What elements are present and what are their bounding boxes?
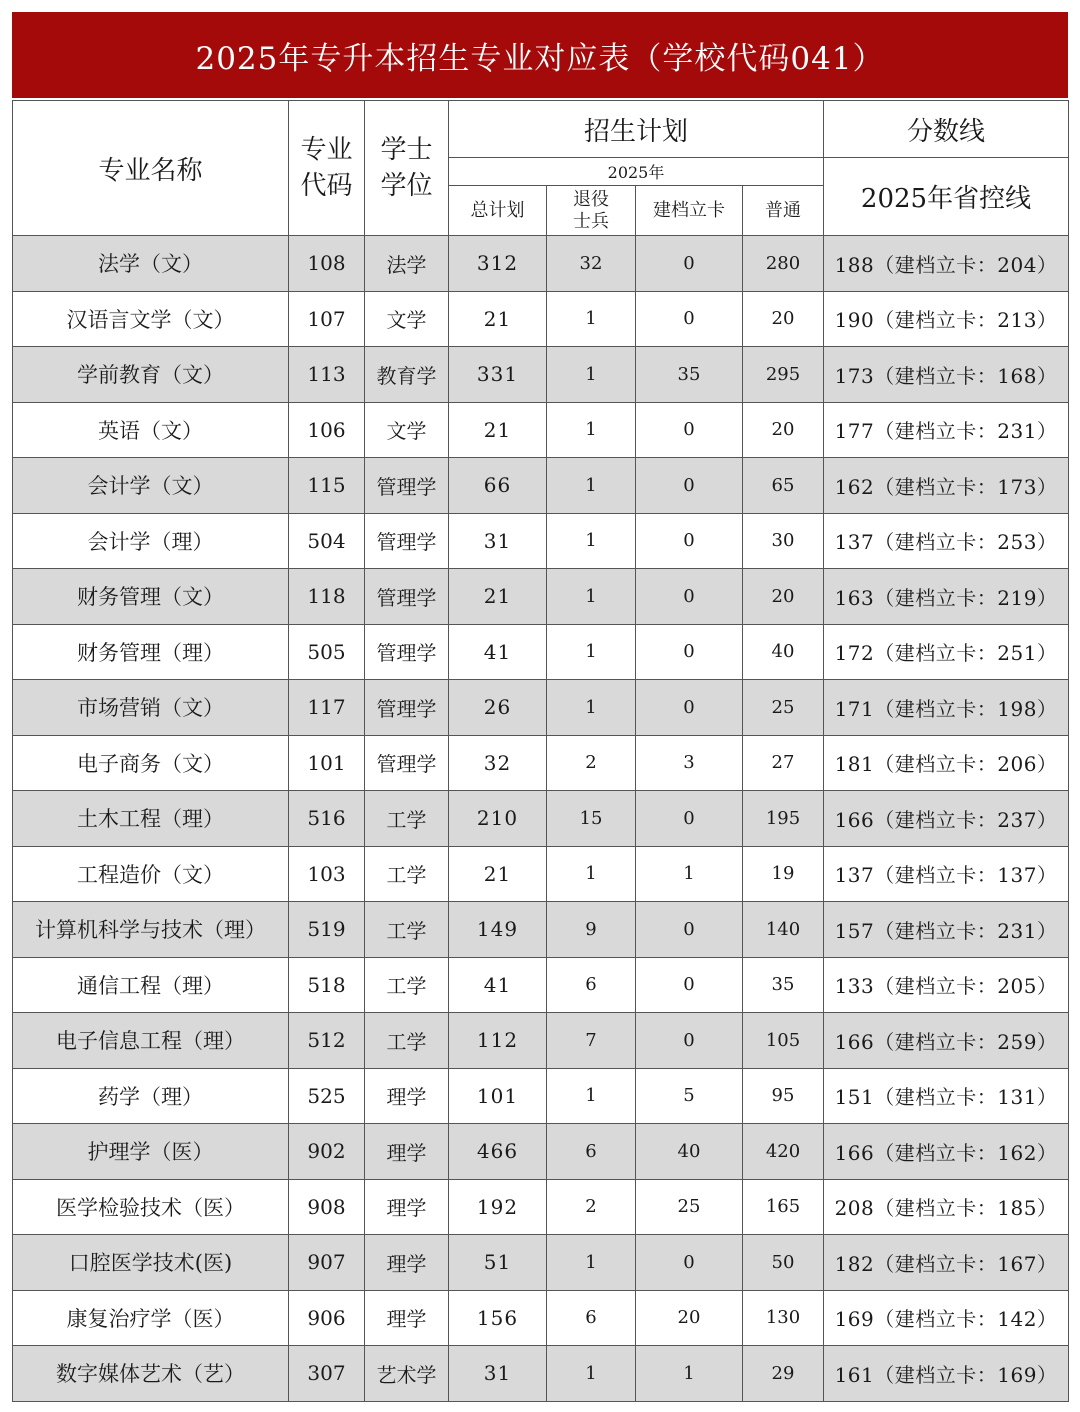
regular-cell: 50	[743, 1235, 824, 1291]
degree-cell: 管理学	[365, 569, 449, 625]
total-plan-cell: 156	[449, 1290, 547, 1346]
total-plan-cell: 101	[449, 1068, 547, 1124]
total-plan-cell: 331	[449, 347, 547, 403]
veteran-cell: 7	[547, 1013, 636, 1069]
table-row	[13, 1068, 1069, 1124]
major-code-cell: 908	[289, 1179, 365, 1235]
table-row	[13, 1235, 1069, 1291]
major-code-cell: 525	[289, 1068, 365, 1124]
degree-cell: 工学	[365, 791, 449, 847]
degree-cell: 文学	[365, 291, 449, 347]
major-name-cell: 财务管理（理）	[13, 624, 289, 680]
score-line-cell: 177（建档立卡：231）	[824, 402, 1069, 458]
table-row	[13, 680, 1069, 736]
major-name-cell: 护理学（医）	[13, 1124, 289, 1180]
table-row	[13, 1290, 1069, 1346]
major-code-cell: 115	[289, 458, 365, 514]
score-line-cell: 166（建档立卡：259）	[824, 1013, 1069, 1069]
regular-cell: 95	[743, 1068, 824, 1124]
veteran-cell: 2	[547, 1179, 636, 1235]
score-line-cell: 188（建档立卡：204）	[824, 236, 1069, 292]
score-line-cell: 182（建档立卡：167）	[824, 1235, 1069, 1291]
regular-cell: 195	[743, 791, 824, 847]
page-title: 2025年专升本招生专业对应表（学校代码041）	[12, 12, 1068, 98]
header-major-name: 专业名称	[13, 101, 289, 236]
degree-cell: 管理学	[365, 513, 449, 569]
veteran-cell: 1	[547, 1235, 636, 1291]
total-plan-cell: 21	[449, 846, 547, 902]
table-body	[13, 236, 1069, 1402]
regular-cell: 20	[743, 569, 824, 625]
degree-cell: 艺术学	[365, 1346, 449, 1402]
degree-cell: 管理学	[365, 458, 449, 514]
header-plan-year: 2025年	[449, 158, 824, 186]
header-degree	[365, 101, 449, 236]
poverty-cell: 40	[636, 1124, 743, 1180]
regular-cell: 29	[743, 1346, 824, 1402]
table-row	[13, 1013, 1069, 1069]
table-row	[13, 402, 1069, 458]
poverty-cell: 3	[636, 735, 743, 791]
major-name-cell: 市场营销（文）	[13, 680, 289, 736]
veteran-cell: 1	[547, 1068, 636, 1124]
major-code-cell: 101	[289, 735, 365, 791]
poverty-cell: 0	[636, 680, 743, 736]
header-major-code	[289, 101, 365, 236]
major-name-cell: 康复治疗学（医）	[13, 1290, 289, 1346]
degree-cell: 工学	[365, 957, 449, 1013]
major-name-cell: 通信工程（理）	[13, 957, 289, 1013]
total-plan-cell: 21	[449, 402, 547, 458]
major-code-cell: 518	[289, 957, 365, 1013]
regular-cell: 105	[743, 1013, 824, 1069]
poverty-cell: 1	[636, 846, 743, 902]
regular-cell: 35	[743, 957, 824, 1013]
score-line-cell: 181（建档立卡：206）	[824, 735, 1069, 791]
regular-cell: 20	[743, 291, 824, 347]
veteran-cell: 32	[547, 236, 636, 292]
header-degree-line2: 学位	[380, 171, 433, 201]
veteran-cell: 6	[547, 1124, 636, 1180]
header-score: 分数线	[824, 101, 1069, 158]
major-code-cell: 505	[289, 624, 365, 680]
table-row	[13, 1179, 1069, 1235]
major-code-cell: 504	[289, 513, 365, 569]
major-name-cell: 工程造价（文）	[13, 846, 289, 902]
major-code-cell: 902	[289, 1124, 365, 1180]
veteran-cell: 9	[547, 902, 636, 958]
table-row	[13, 902, 1069, 958]
degree-cell: 工学	[365, 902, 449, 958]
degree-cell: 理学	[365, 1179, 449, 1235]
major-name-cell: 药学（理）	[13, 1068, 289, 1124]
total-plan-cell: 192	[449, 1179, 547, 1235]
poverty-cell: 25	[636, 1179, 743, 1235]
total-plan-cell: 21	[449, 291, 547, 347]
veteran-cell: 2	[547, 735, 636, 791]
poverty-cell: 0	[636, 291, 743, 347]
score-line-cell: 166（建档立卡：237）	[824, 791, 1069, 847]
major-name-cell: 汉语言文学（文）	[13, 291, 289, 347]
veteran-cell: 1	[547, 291, 636, 347]
degree-cell: 理学	[365, 1124, 449, 1180]
regular-cell: 25	[743, 680, 824, 736]
score-line-cell: 190（建档立卡：213）	[824, 291, 1069, 347]
veteran-cell: 1	[547, 569, 636, 625]
poverty-cell: 0	[636, 1013, 743, 1069]
total-plan-cell: 41	[449, 624, 547, 680]
veteran-cell: 6	[547, 1290, 636, 1346]
degree-cell: 理学	[365, 1068, 449, 1124]
table-row	[13, 236, 1069, 292]
degree-cell: 文学	[365, 402, 449, 458]
poverty-cell: 0	[636, 513, 743, 569]
major-code-cell: 103	[289, 846, 365, 902]
major-name-cell: 计算机科学与技术（理）	[13, 902, 289, 958]
major-code-cell: 107	[289, 291, 365, 347]
poverty-cell: 0	[636, 624, 743, 680]
degree-cell: 理学	[365, 1235, 449, 1291]
total-plan-cell: 41	[449, 957, 547, 1013]
header-veteran	[547, 186, 636, 236]
total-plan-cell: 31	[449, 1346, 547, 1402]
major-name-cell: 英语（文）	[13, 402, 289, 458]
total-plan-cell: 21	[449, 569, 547, 625]
regular-cell: 40	[743, 624, 824, 680]
score-line-cell: 162（建档立卡：173）	[824, 458, 1069, 514]
header-degree-line1: 学士	[380, 135, 433, 165]
major-name-cell: 医学检验技术（医）	[13, 1179, 289, 1235]
degree-cell: 管理学	[365, 624, 449, 680]
score-line-cell: 137（建档立卡：253）	[824, 513, 1069, 569]
total-plan-cell: 312	[449, 236, 547, 292]
veteran-cell: 6	[547, 957, 636, 1013]
major-code-cell: 516	[289, 791, 365, 847]
major-code-cell: 907	[289, 1235, 365, 1291]
veteran-cell: 15	[547, 791, 636, 847]
regular-cell: 140	[743, 902, 824, 958]
poverty-cell: 0	[636, 902, 743, 958]
score-line-cell: 171（建档立卡：198）	[824, 680, 1069, 736]
major-name-cell: 口腔医学技术(医)	[13, 1235, 289, 1291]
major-code-cell: 106	[289, 402, 365, 458]
regular-cell: 130	[743, 1290, 824, 1346]
major-code-cell: 519	[289, 902, 365, 958]
total-plan-cell: 210	[449, 791, 547, 847]
score-line-cell: 161（建档立卡：169）	[824, 1346, 1069, 1402]
table-row	[13, 1346, 1069, 1402]
total-plan-cell: 66	[449, 458, 547, 514]
degree-cell: 工学	[365, 846, 449, 902]
degree-cell: 法学	[365, 236, 449, 292]
veteran-cell: 1	[547, 846, 636, 902]
score-line-cell: 151（建档立卡：131）	[824, 1068, 1069, 1124]
veteran-cell: 1	[547, 402, 636, 458]
major-code-cell: 108	[289, 236, 365, 292]
table-row	[13, 957, 1069, 1013]
poverty-cell: 35	[636, 347, 743, 403]
table-row	[13, 1124, 1069, 1180]
poverty-cell: 0	[636, 1235, 743, 1291]
degree-cell: 教育学	[365, 347, 449, 403]
degree-cell: 工学	[365, 1013, 449, 1069]
header-plan: 招生计划	[449, 101, 824, 158]
regular-cell: 27	[743, 735, 824, 791]
major-name-cell: 学前教育（文）	[13, 347, 289, 403]
enrollment-table	[12, 100, 1069, 1402]
score-line-cell: 208（建档立卡：185）	[824, 1179, 1069, 1235]
regular-cell: 20	[743, 402, 824, 458]
major-code-cell: 117	[289, 680, 365, 736]
major-name-cell: 电子商务（文）	[13, 735, 289, 791]
table-row	[13, 791, 1069, 847]
major-code-cell: 307	[289, 1346, 365, 1402]
score-line-cell: 133（建档立卡：205）	[824, 957, 1069, 1013]
degree-cell: 理学	[365, 1290, 449, 1346]
veteran-cell: 1	[547, 624, 636, 680]
regular-cell: 19	[743, 846, 824, 902]
table-row	[13, 846, 1069, 902]
poverty-cell: 1	[636, 1346, 743, 1402]
major-name-cell: 法学（文）	[13, 236, 289, 292]
poverty-cell: 0	[636, 791, 743, 847]
regular-cell: 280	[743, 236, 824, 292]
total-plan-cell: 32	[449, 735, 547, 791]
poverty-cell: 5	[636, 1068, 743, 1124]
total-plan-cell: 51	[449, 1235, 547, 1291]
degree-cell: 管理学	[365, 735, 449, 791]
header-veteran-line1: 退役	[573, 188, 609, 210]
poverty-cell: 0	[636, 569, 743, 625]
table-row	[13, 347, 1069, 403]
major-name-cell: 数字媒体艺术（艺）	[13, 1346, 289, 1402]
header-major-code-line2: 代码	[300, 171, 353, 201]
regular-cell: 295	[743, 347, 824, 403]
table-header	[13, 101, 1069, 236]
regular-cell: 420	[743, 1124, 824, 1180]
score-line-cell: 157（建档立卡：231）	[824, 902, 1069, 958]
major-code-cell: 113	[289, 347, 365, 403]
major-name-cell: 会计学（文）	[13, 458, 289, 514]
total-plan-cell: 26	[449, 680, 547, 736]
table-row	[13, 624, 1069, 680]
table-row	[13, 569, 1069, 625]
major-name-cell: 会计学（理）	[13, 513, 289, 569]
major-code-cell: 118	[289, 569, 365, 625]
veteran-cell: 1	[547, 458, 636, 514]
header-regular: 普通	[743, 186, 824, 236]
major-name-cell: 财务管理（文）	[13, 569, 289, 625]
poverty-cell: 0	[636, 236, 743, 292]
score-line-cell: 163（建档立卡：219）	[824, 569, 1069, 625]
table-row	[13, 735, 1069, 791]
veteran-cell: 1	[547, 513, 636, 569]
score-line-cell: 166（建档立卡：162）	[824, 1124, 1069, 1180]
header-total: 总计划	[449, 186, 547, 236]
veteran-cell: 1	[547, 1346, 636, 1402]
regular-cell: 165	[743, 1179, 824, 1235]
table-row	[13, 458, 1069, 514]
regular-cell: 65	[743, 458, 824, 514]
header-veteran-line2: 士兵	[573, 210, 609, 232]
total-plan-cell: 112	[449, 1013, 547, 1069]
major-code-cell: 512	[289, 1013, 365, 1069]
poverty-cell: 20	[636, 1290, 743, 1346]
header-score-sub: 2025年省控线	[824, 158, 1069, 236]
veteran-cell: 1	[547, 680, 636, 736]
total-plan-cell: 149	[449, 902, 547, 958]
score-line-cell: 169（建档立卡：142）	[824, 1290, 1069, 1346]
table-row	[13, 513, 1069, 569]
poverty-cell: 0	[636, 957, 743, 1013]
header-major-code-line1: 专业	[300, 135, 353, 165]
major-name-cell: 土木工程（理）	[13, 791, 289, 847]
score-line-cell: 173（建档立卡：168）	[824, 347, 1069, 403]
table-row	[13, 291, 1069, 347]
veteran-cell: 1	[547, 347, 636, 403]
regular-cell: 30	[743, 513, 824, 569]
poverty-cell: 0	[636, 402, 743, 458]
major-code-cell: 906	[289, 1290, 365, 1346]
total-plan-cell: 466	[449, 1124, 547, 1180]
total-plan-cell: 31	[449, 513, 547, 569]
poverty-cell: 0	[636, 458, 743, 514]
score-line-cell: 172（建档立卡：251）	[824, 624, 1069, 680]
degree-cell: 管理学	[365, 680, 449, 736]
major-name-cell: 电子信息工程（理）	[13, 1013, 289, 1069]
header-poverty: 建档立卡	[636, 186, 743, 236]
score-line-cell: 137（建档立卡：137）	[824, 846, 1069, 902]
